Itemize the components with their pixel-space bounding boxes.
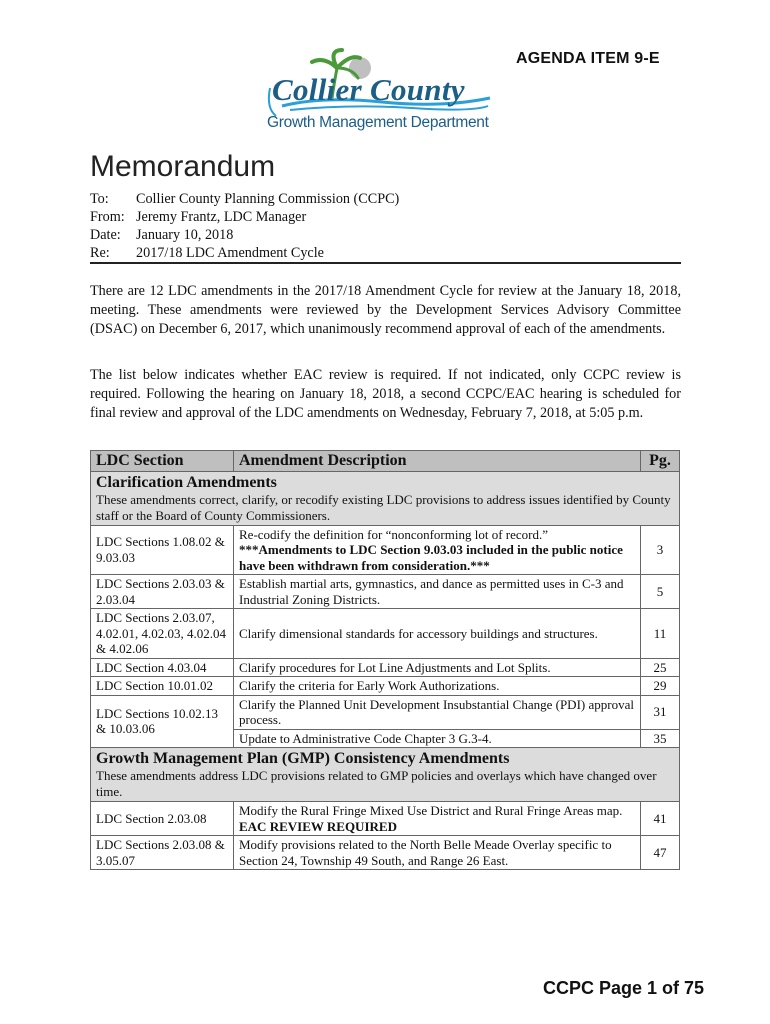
row-page: 5	[641, 575, 680, 609]
table-header-row	[91, 451, 680, 472]
agenda-item-label: AGENDA ITEM 9-E	[516, 50, 660, 67]
table-row	[91, 609, 680, 659]
row-description: Modify provisions related to the North Belle Meade Overlay specific to Section 24, Township 49 South, and Range 26 East.	[234, 836, 641, 870]
header-to: To: Collier County Planning Commission (CCPC)	[90, 191, 400, 207]
gmp-title: Growth Management Plan (GMP) Consistency Amendments	[96, 750, 510, 767]
column-header-description: Amendment Description	[234, 451, 641, 472]
section-heading-row	[91, 748, 680, 802]
row-page: 35	[641, 729, 680, 748]
row-page: 25	[641, 658, 680, 677]
row-description: Re-codify the definition for “nonconforming lot of record.” ***Amendments to LDC Section 9.03.03 included in the public notice have been withdrawn from consideration.***	[234, 525, 641, 575]
row-section: LDC Sections 2.03.08 & 3.05.07	[91, 836, 234, 870]
table-row	[91, 677, 680, 696]
row-section: LDC Section 10.01.02	[91, 677, 234, 696]
header-from: From: Jeremy Frantz, LDC Manager	[90, 209, 307, 225]
page-footer: CCPC Page 1 of 75	[543, 978, 705, 998]
row-description: Update to Administrative Code Chapter 3 G.3-4.	[234, 729, 641, 748]
row-note: EAC REVIEW REQUIRED	[239, 818, 397, 834]
row-section: LDC Sections 2.03.07, 4.02.01, 4.02.03, 4.02.04 & 4.02.06	[91, 609, 234, 659]
row-section: LDC Section 2.03.08	[91, 802, 234, 836]
row-section: LDC Sections 10.02.13 & 10.03.06	[91, 695, 234, 748]
row-page: 11	[641, 609, 680, 659]
clarification-title: Clarification Amendments	[96, 473, 277, 491]
row-page: 47	[641, 836, 680, 870]
clarification-desc: These amendments correct, clarify, or recodify existing LDC provisions to address issues identified by County staff or the Board of County Commissioners.	[96, 491, 671, 523]
row-description: Clarify procedures for Lot Line Adjustments and Lot Splits.	[234, 658, 641, 677]
logo-department: Growth Management Department	[267, 114, 489, 131]
header-date: Date: January 10, 2018	[90, 227, 234, 243]
header-divider	[90, 262, 681, 264]
row-note: ***Amendments to LDC Section 9.03.03 included in the public notice have been withdrawn from consideration.***	[239, 542, 623, 573]
row-section: LDC Section 4.03.04	[91, 658, 234, 677]
table-row	[91, 695, 680, 729]
row-section: LDC Sections 2.03.03 & 2.03.04	[91, 575, 234, 609]
row-description: Clarify the criteria for Early Work Authorizations.	[234, 677, 641, 696]
row-description: Modify the Rural Fringe Mixed Use District and Rural Fringe Areas map. EAC REVIEW REQUIRED	[234, 802, 641, 836]
amendments-table	[90, 450, 680, 870]
row-page: 31	[641, 695, 680, 729]
collier-county-logo	[262, 46, 502, 138]
paragraph-intro: There are 12 LDC amendments in the 2017/18 Amendment Cycle for review at the January 18, 2018, meeting. These amendments were reviewed by the Development Services Advisory Committee (DSAC) on December 6, 2017, which unanimously recommend approval of each of the amendments.	[90, 283, 681, 337]
column-header-page: Pg.	[641, 451, 680, 472]
section-heading-row	[91, 471, 680, 525]
row-page: 41	[641, 802, 680, 836]
table-row	[91, 658, 680, 677]
table-row	[91, 575, 680, 609]
row-section: LDC Sections 1.08.02 & 9.03.03	[91, 525, 234, 575]
gmp-desc: These amendments address LDC provisions related to GMP policies and overlays which have changed over time.	[96, 768, 657, 799]
table-row	[91, 836, 680, 870]
row-description: Clarify the Planned Unit Development Insubstantial Change (PDI) approval process.	[234, 695, 641, 729]
column-header-section: LDC Section	[91, 451, 234, 472]
memo-title: Memorandum	[90, 150, 276, 183]
row-description: Establish martial arts, gymnastics, and dance as permitted uses in C-3 and Industrial Zoning Districts.	[234, 575, 641, 609]
row-description: Clarify dimensional standards for accessory buildings and structures.	[234, 609, 641, 659]
table-row	[91, 802, 680, 836]
table-row	[91, 525, 680, 575]
row-page: 3	[641, 525, 680, 575]
row-page: 29	[641, 677, 680, 696]
header-re: Re: 2017/18 LDC Amendment Cycle	[90, 245, 324, 261]
paragraph-review: The list below indicates whether EAC review is required. If not indicated, only CCPC review is required. Following the hearing on January 18, 2018, a second CCPC/EAC hearing is scheduled for final review and approval of the LDC amendments on Wednesday, February 7, 2018, at 5:05 p.m.	[90, 367, 681, 421]
logo-name: Collier County	[272, 72, 465, 107]
